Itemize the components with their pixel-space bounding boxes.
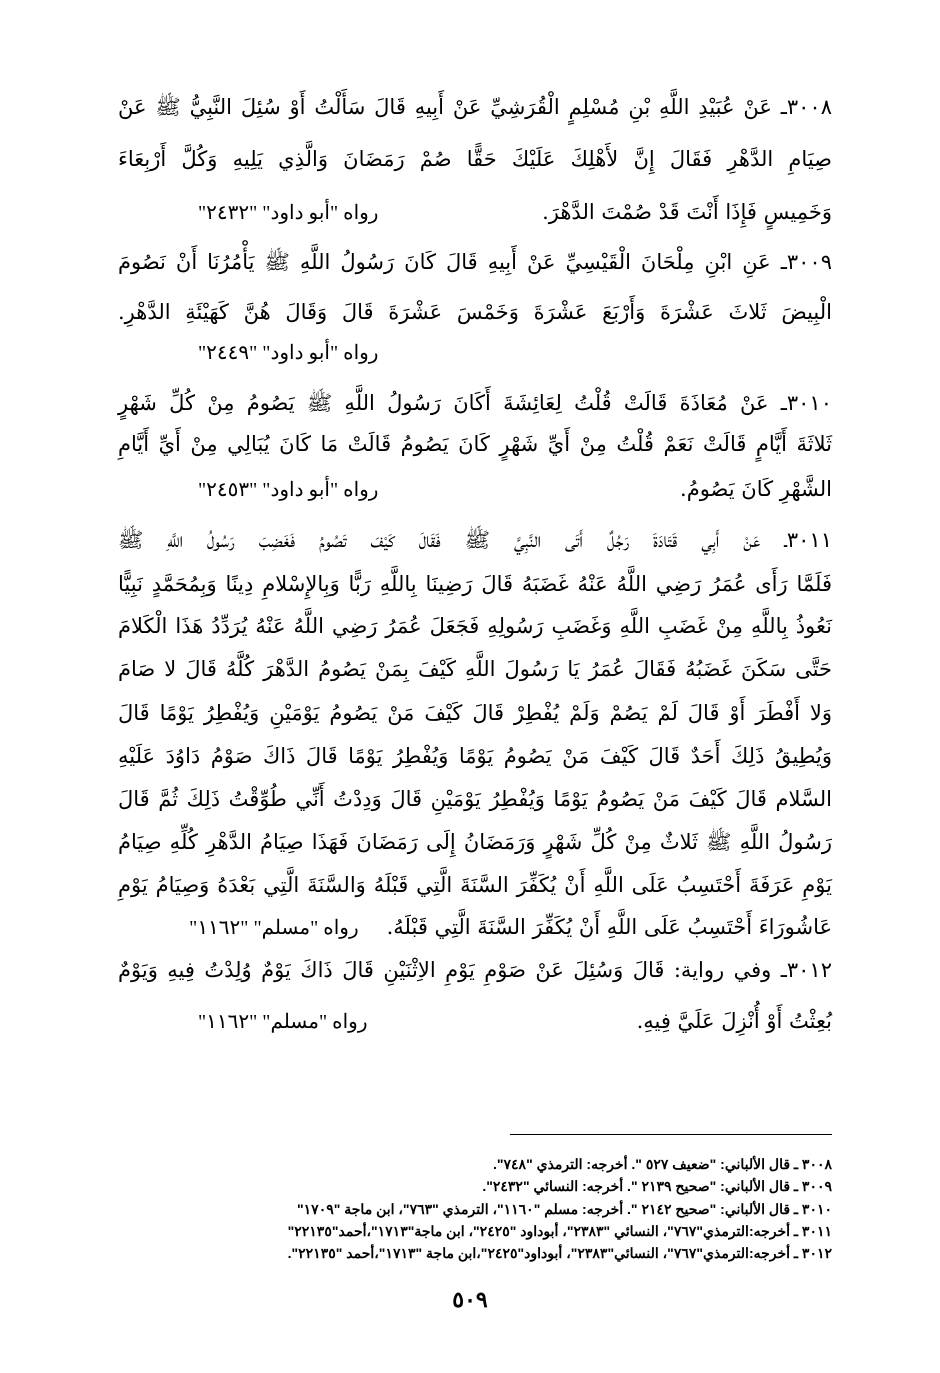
- text-line: [118, 338, 832, 368]
- footnote: ٣٠٠٩ ـ قال الألباني: "صحيح ٢١٣٩ ". أخرجه: النسائي "٢٤٣٢".: [482, 1178, 832, 1194]
- line-text: ٣٠١٠ـ عَنْ مُعَاذَةَ قَالَتْ قُلْتُ لِعَائِشَةَ أَكَانَ رَسُولُ اللَّهِ ﷺ يَصُومُ مِنْ كُلِّ شَهْرٍ: [118, 391, 832, 415]
- line-text: وَيُطِيقُ ذَلِكَ أَحَدٌ قَالَ كَيْفَ مَنْ يَصُومُ يَوْمًا وَيُفْطِرُ يَوْمًا قَالَ ذَاكَ صَوْمُ دَاوُدَ عَلَيْهِ: [118, 744, 832, 768]
- line-text: بُعِثْتُ أَوْ أُنْزِلَ عَلَيَّ فِيهِ.: [636, 1009, 832, 1033]
- text-line: [118, 247, 832, 277]
- line-text: الْبِيضَ ثَلاثَ عَشْرَةَ وَأَرْبَعَ عَشْرَةَ وَخَمْسَ عَشْرَةَ قَالَ وَقَالَ هُنَّ كَهَيْئَةِ الدَّهْرِ.: [118, 300, 833, 324]
- text-line: [118, 388, 832, 418]
- line-text: ثَلاثَةَ أَيَّامٍ قَالَتْ نَعَمْ قُلْتُ مِنْ أَيِّ شَهْرٍ كَانَ يَصُومُ قَالَتْ مَا كَانَ يُبَالِي مِنْ أَيِّ أَيَّامِ: [118, 432, 832, 456]
- line-text: وَلا أَفْطَرَ أَوْ قَالَ لَمْ يَصُمْ وَلَمْ يُفْطِرْ قَالَ كَيْفَ مَنْ يَصُومُ يَوْمَيْنِ وَيُفْطِرُ يَوْمًا قَالَ: [118, 701, 832, 725]
- text-line: [118, 654, 832, 684]
- line-text: ٣٠١٢ـ وفي رواية: قَالَ وَسُئِلَ عَنْ صَوْمِ يَوْمِ الاِثْنَيْنِ قَالَ ذَاكَ يَوْمٌ وُلِدْتُ فِيهِ وَيَوْمٌ: [118, 958, 832, 982]
- line-text: يَوْمِ عَرَفَةَ أَحْتَسِبُ عَلَى اللَّهِ أَنْ يُكَفِّرَ السَّنَةَ الَّتِي قَبْلَهُ وَالسَّنَةَ الَّتِي بَعْدَهُ وَصِيَامُ يَوْمِ: [118, 873, 832, 897]
- line-text: السَّلام قَالَ كَيْفَ مَنْ يَصُومُ يَوْمًا وَيُفْطِرُ يَوْمَيْنِ قَالَ وَدِدْتُ أَنِّي طُوِّقْتُ ذَلِكَ ثُمَّ قَالَ: [118, 787, 832, 811]
- footnote: ٣٠١٠ ـ قال الألباني: "صحيح ٢١٤٢ ". أخرجه: مسلم "١١٦٠"، الترمذي "٧٦٣"، ابن ماجة "١٧٠٩": [297, 1201, 832, 1217]
- text-line: [118, 912, 832, 943]
- text-line: [118, 611, 832, 641]
- narration-source: رواه "مسلم" "١١٦٢": [189, 917, 359, 939]
- text-line: [118, 955, 832, 985]
- line-text: ٣٠٠٨ـ عَنْ عُبَيْدِ اللَّهِ بْنِ مُسْلِمٍ الْقُرَشِيِّ عَنْ أَبِيهِ قَالَ سَأَلْتُ أَوْ سُئِلَ النَّبِيُّ ﷺ عَنْ: [118, 95, 832, 119]
- footnote: ٣٠١٢ ـ أخرجه:الترمذي"٧٦٧"، النسائي"٢٣٨٣"، أبوداود"٢٤٢٥"،ابن ماجة "١٧١٣"،أحمد "٢٢١٣٥".: [287, 1245, 832, 1261]
- page-number: ٥٠٩: [452, 1287, 488, 1312]
- text-line: [118, 429, 832, 459]
- line-text: رَسُولُ اللَّهِ ﷺ ثَلاثٌ مِنْ كُلِّ شَهْرٍ وَرَمَضَانُ إِلَى رَمَضَانَ فَهَذَا صِيَامُ الدَّهْرِ كُلِّهِ صِيَامُ: [118, 830, 832, 854]
- text-line: [118, 297, 832, 327]
- line-text: عَاشُورَاءَ أَحْتَسِبُ عَلَى اللَّهِ أَنْ يُكَفِّرَ السَّنَةَ الَّتِي قَبْلَهُ.: [386, 915, 832, 939]
- text-line: [118, 525, 832, 555]
- line-text: فَلَمَّا رَأَى عُمَرُ رَضِي اللَّهُ عَنْهُ غَضَبَهُ قَالَ رَضِينَا بِاللَّهِ رَبًّا وَبِالإِسْلامِ دِينًا وَبِمُحَمَّدٍ نَبِيًّا: [118, 572, 832, 596]
- narration-source: رواه "أبو داود" "٢٤٥٣": [198, 479, 379, 501]
- line-text: وَخَمِيسٍ فَإِذَا أَنْتَ قَدْ صُمْتَ الدَّهْرَ.: [542, 200, 832, 224]
- text-line: [118, 197, 832, 228]
- text-line: [118, 92, 832, 122]
- narration-source: رواه "أبو داود" "٢٤٤٩": [198, 342, 379, 364]
- line-text: الشَّهْرِ كَانَ يَصُومُ.: [680, 477, 832, 501]
- text-line: [118, 144, 832, 174]
- text-line: [118, 569, 832, 599]
- line-text: صِيَامِ الدَّهْرِ فَقَالَ إِنَّ لأَهْلِكَ عَلَيْكَ حَقًّا صُمْ رَمَضَانَ وَالَّذِي يَلِيهِ وَكُلَّ أَرْبِعَاءَ: [118, 147, 832, 171]
- line-text: حَتَّى سَكَنَ غَضَبُهُ فَقَالَ عُمَرُ يَا رَسُولَ اللَّهِ كَيْفَ بِمَنْ يَصُومُ الدَّهْرَ كُلَّهُ قَالَ لا صَامَ: [118, 657, 832, 681]
- narration-source: رواه "مسلم" "١١٦٢": [198, 1011, 368, 1033]
- text-line: [118, 827, 832, 857]
- line-text: نَعُوذُ بِاللَّهِ مِنْ غَضَبِ اللَّهِ وَغَضَبِ رَسُولِهِ فَجَعَلَ عُمَرُ رَضِي اللَّهُ عَنْهُ يُرَدِّدُ هَذَا الْكَلامَ: [118, 614, 832, 638]
- text-line: [118, 784, 832, 814]
- footnote: ٣٠١١ ـ أخرجه:الترمذي"٧٦٧"، النسائي "٢٣٨٣"، أبوداود "٢٤٢٥"، ابن ماجة"١٧١٣"،أحمد"٢٢١٣٥": [287, 1223, 832, 1239]
- line-text: ٣٠١١ـ عَنْ أَبِي قَتَادَةَ رَجُلٌ أَتَى النَّبِيَّ ﷺ فَقَالَ كَيْفَ تَصُومُ فَغَضِبَ رَسُولُ اللَّهِ ﷺ: [118, 528, 832, 552]
- text-line: [118, 741, 832, 771]
- text-line: [118, 474, 832, 505]
- narration-source: رواه "أبو داود" "٢٤٣٢": [198, 202, 379, 224]
- text-line: [118, 870, 832, 900]
- footnote-divider: [510, 1134, 832, 1135]
- text-line: [118, 698, 832, 728]
- line-text: ٣٠٠٩ـ عَنِ ابْنِ مِلْحَانَ الْقَيْسِيِّ عَنْ أَبِيهِ قَالَ كَانَ رَسُولُ اللَّهِ ﷺ يَأْمُرُنَا أَنْ نَصُومَ: [118, 250, 832, 274]
- footnote: ٣٠٠٨ ـ قال الألباني: "ضعيف ٥٢٧ ". أخرجه: الترمذي "٧٤٨".: [492, 1156, 832, 1172]
- text-line: [118, 1006, 832, 1037]
